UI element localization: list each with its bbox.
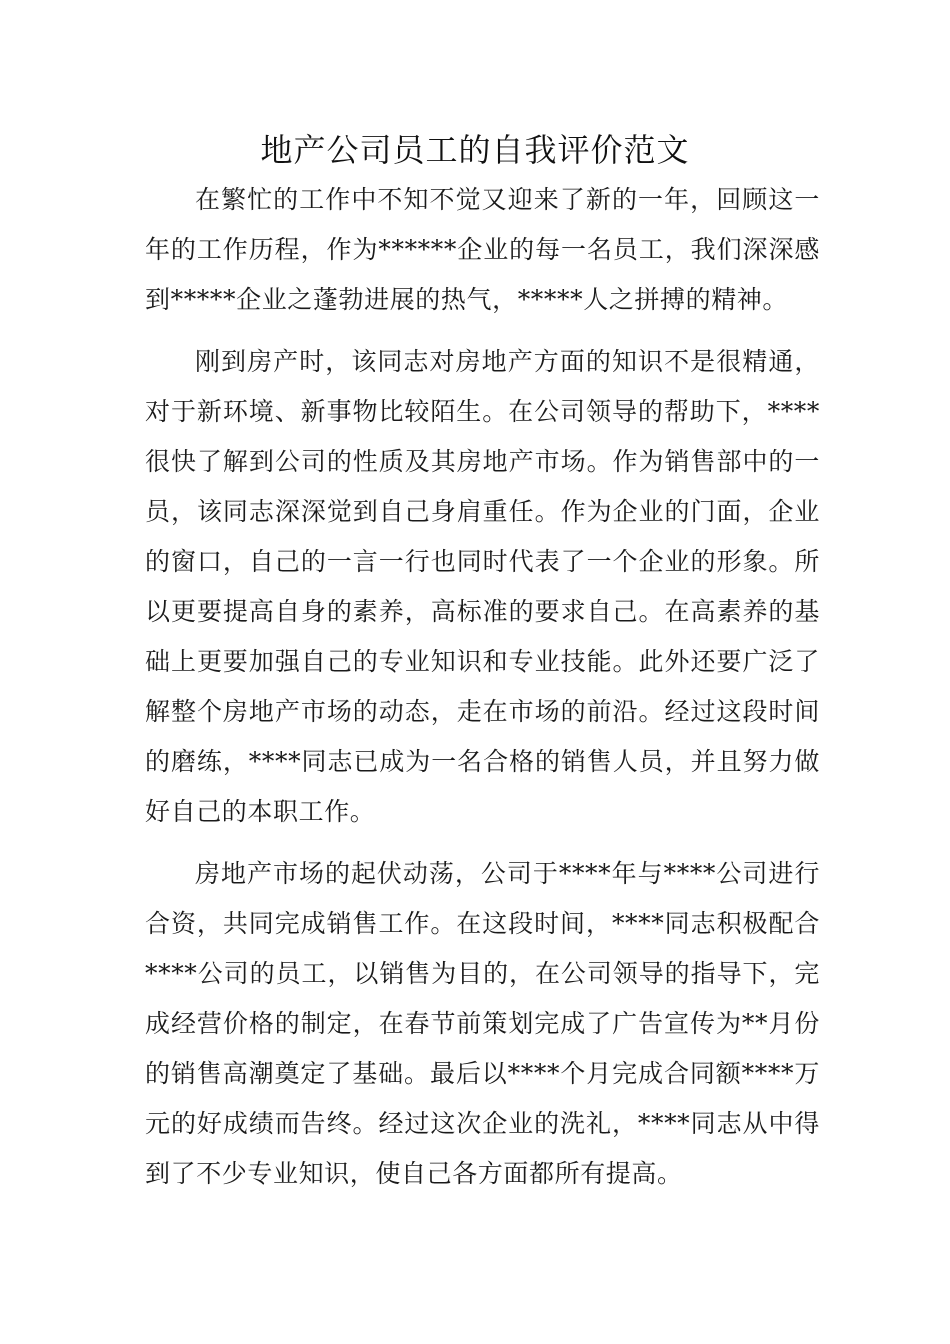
paragraph-1: 在繁忙的工作中不知不觉又迎来了新的一年，回顾这一年的工作历程，作为******企业的每一名员工，我们深深感到*****企业之蓬勃进展的热气，*****人之拼搏的精神。 <box>145 185 820 314</box>
document-title: 地产公司员工的自我评价范文 <box>260 131 690 169</box>
paragraph-2: 刚到房产时，该同志对房地产方面的知识不是很精通，对于新环境、新事物比较陌生。在公司领导的帮助下，****很快了解到公司的性质及其房地产市场。作为销售部中的一员，该同志深深觉到自己身肩重任。作为企业的门面，企业的窗口，自己的一言一行也同时代表了一个企业的形象。所以更要提高自身的素养，高标准的要求自己。在高素养的基础上更要加强自己的专业知识和专业技能。此外还要广泛了解整个房地产市场的动态，走在市场的前沿。经过这段时间的磨练，****同志已成为一名合格的销售人员，并且努力做好自己的本职工作。 <box>145 347 820 826</box>
paragraph-3: 房地产市场的起伏动荡，公司于****年与****公司进行合资，共同完成销售工作。在这段时间，****同志积极配合****公司的员工，以销售为目的，在公司领导的指导下，完成经营价格的制定，在春节前策划完成了广告宣传为**月份的销售高潮奠定了基础。最后以****个月完成合同额****万元的好成绩而告终。经过这次企业的洗礼，****同志从中得到了不少专业知识，使自己各方面都所有提高。 <box>145 859 820 1188</box>
document-body <box>145 175 820 1211</box>
